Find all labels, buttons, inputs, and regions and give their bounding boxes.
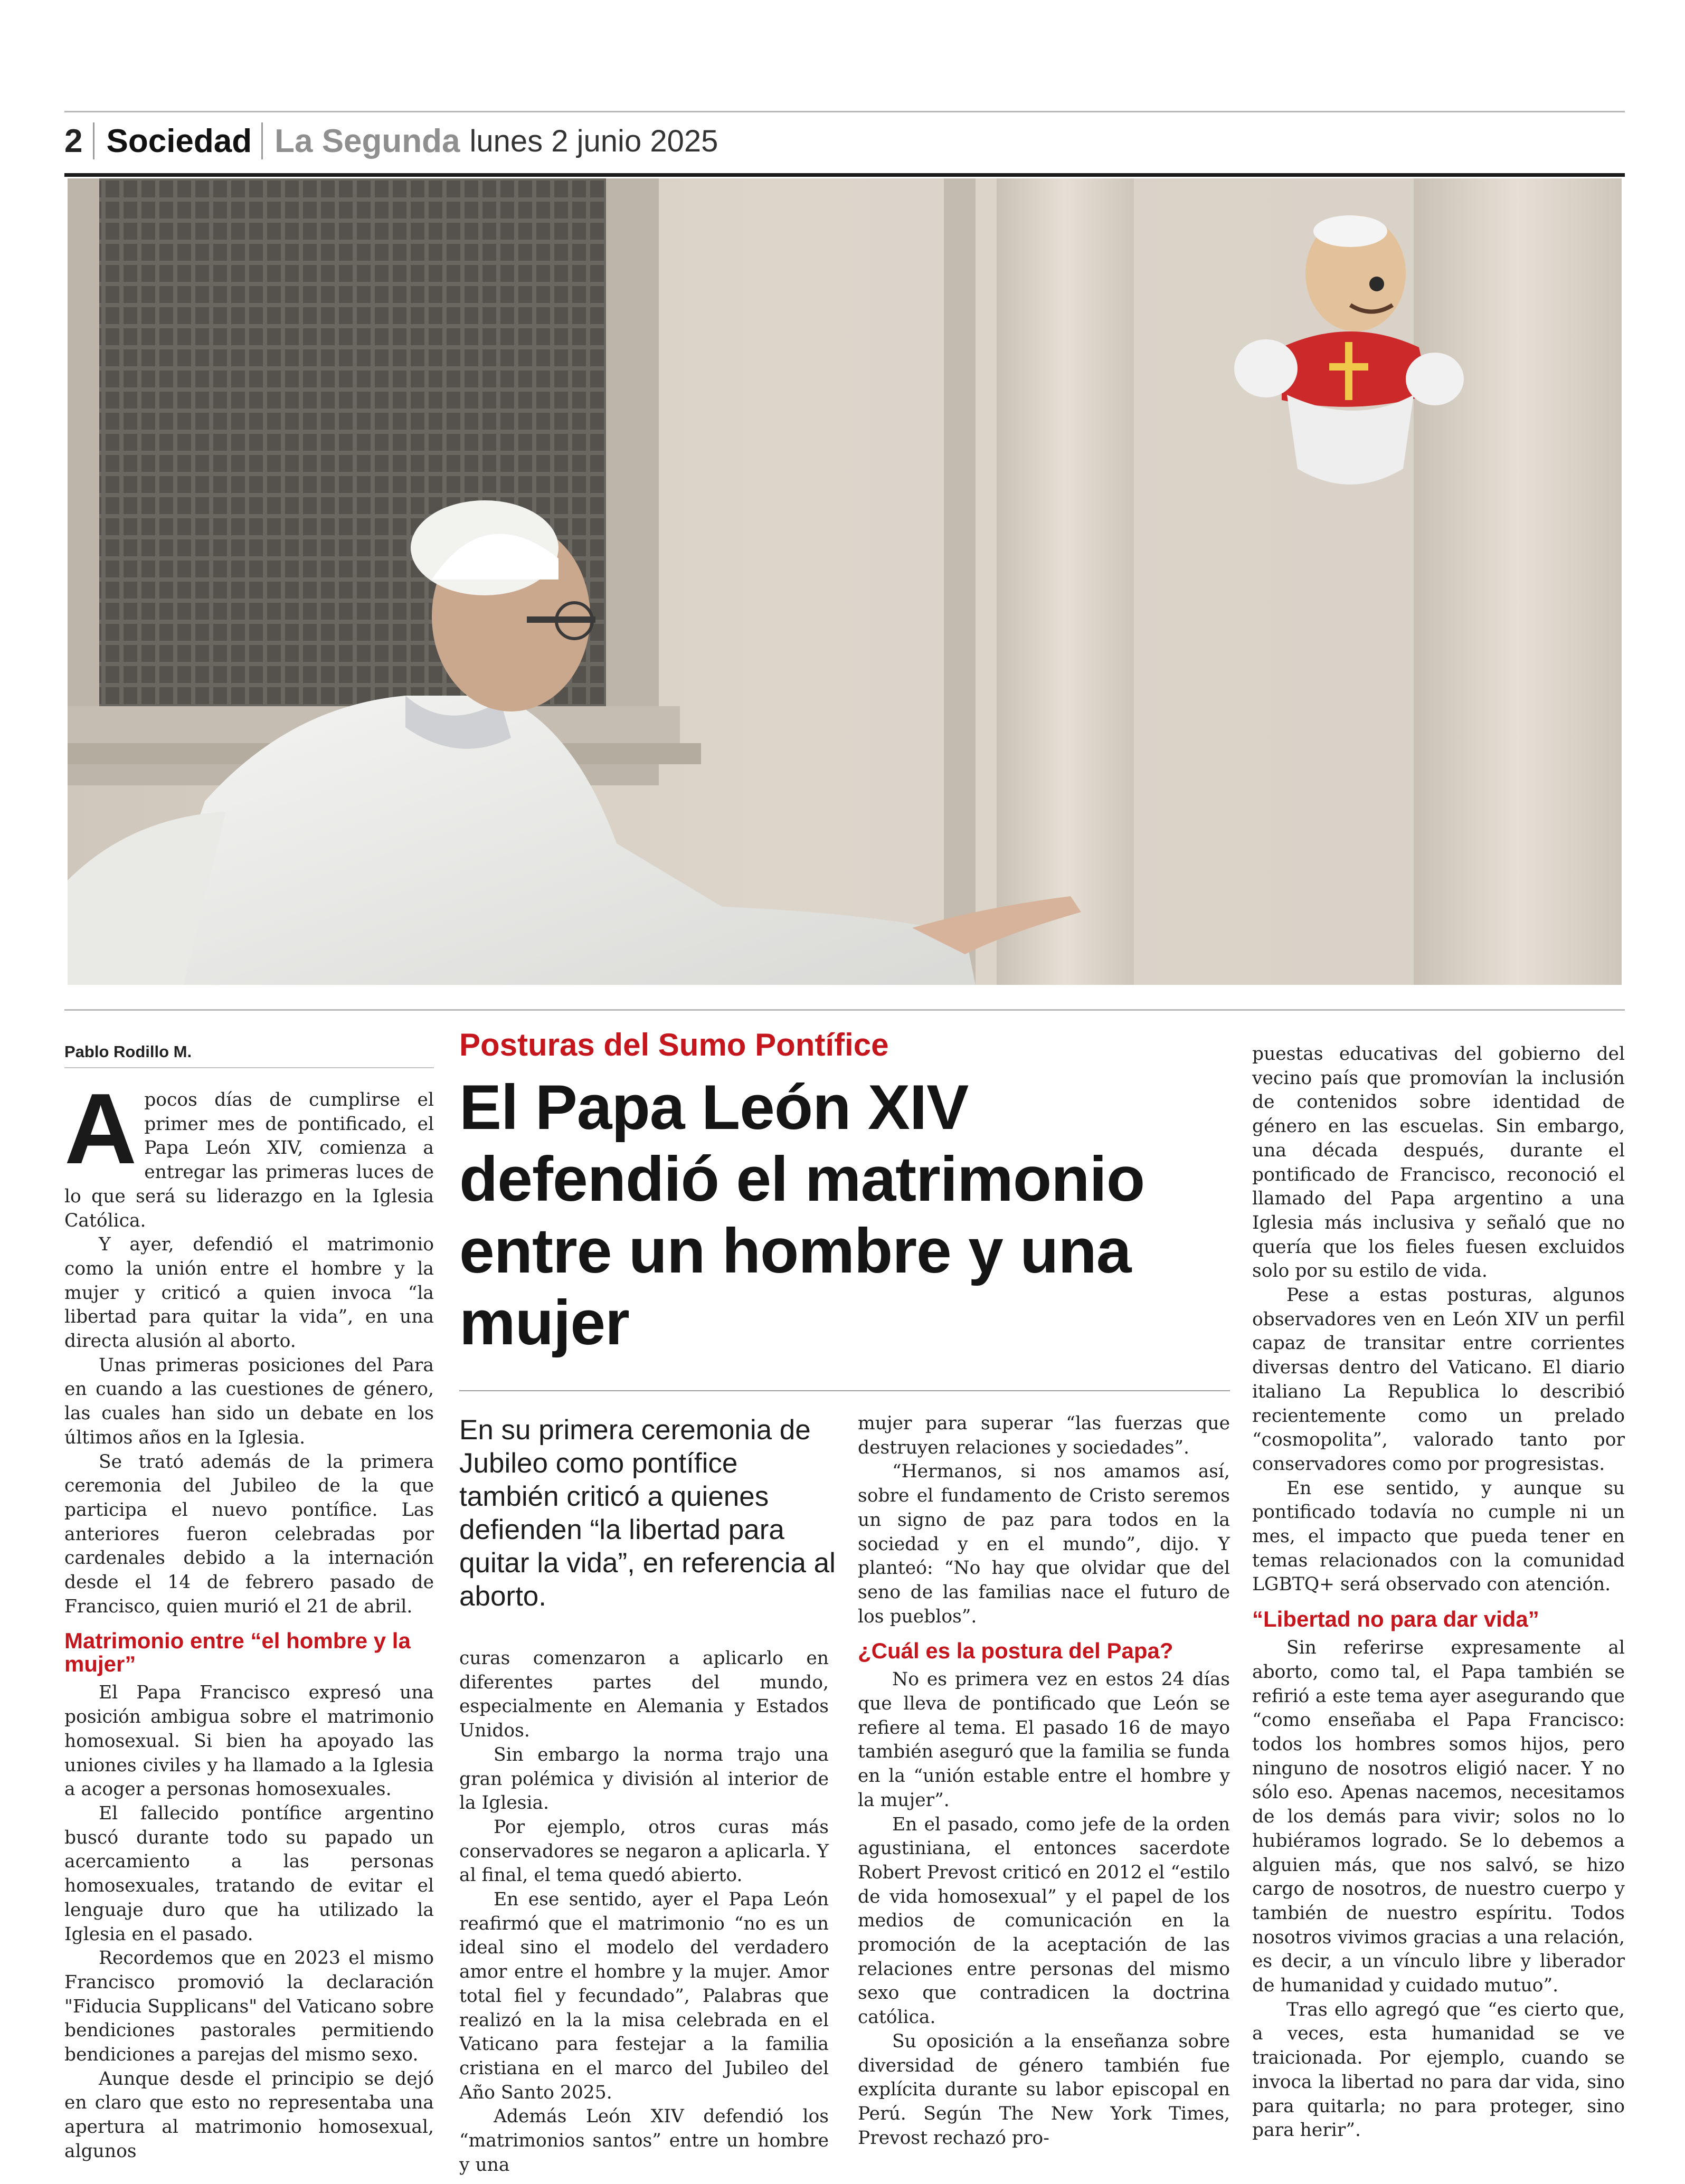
lead-photo <box>68 178 1622 985</box>
article-paragraph: En ese sentido, ayer el Papa León reafirmó que el matrimonio “no es un ideal sino el modelo del verdadero amor entre el hombre y la mujer. Amor total fiel y fecundado”, Palabras que realizó en la la misa celebrada en el Vaticano para festejar a la familia cristiana en el marco del Jubileo del Año Santo 2025. <box>459 1889 829 2103</box>
header-thick-rule <box>64 173 1625 177</box>
section-name: Sociedad <box>106 122 252 159</box>
article-column-2 <box>459 1647 829 2177</box>
masthead <box>64 117 718 165</box>
subheading: “Libertad no para dar vida” <box>1252 1607 1539 1632</box>
article-paragraph: Sin embargo la norma trajo una gran polémica y división al interior de la Iglesia. <box>459 1744 829 1814</box>
page-number: 2 <box>64 122 83 159</box>
drop-cap: A <box>64 1073 137 1185</box>
article-paragraph: Pese a estas posturas, algunos observadores ven en León XIV un perfil capaz de transitar entre corrientes diversas dentro del Vaticano. El diario italiano La Republica lo describió recientemente como un prelado “cosmopolita”, valorado tanto por conservadores como por progresistas. <box>1252 1285 1625 1475</box>
article-paragraph: Y ayer, defendió el matrimonio como la unión entre el hombre y la mujer y criticó a quien invoca “la libertad para quitar la vida”, en una directa alusión al aborto. <box>64 1234 434 1352</box>
article-paragraph: mujer para superar “las fuerzas que destruyen relaciones y sociedades”. <box>858 1413 1230 1458</box>
article-paragraph: “Hermanos, si nos amamos así, sobre el fundamento de Cristo seremos un signo de paz para todos en la sociedad y en el mundo”, dijo. Y planteó: “No hay que olvidar que del seno de las familias nace el futuro de los pueblos”. <box>858 1461 1230 1627</box>
article-paragraph: Aunque desde el principio se dejó en claro que esto no representaba una apertura al matrimonio homosexual, algunos <box>64 2068 434 2162</box>
article-column-4 <box>1252 1042 1625 2143</box>
article-paragraph: Unas primeras posiciones del Para en cuando a las cuestiones de género, las cuales han sido un debate en los últimos años en la Iglesia. <box>64 1354 434 1448</box>
masthead-separator <box>261 122 263 159</box>
article-paragraph: Por ejemplo, otros curas más conservadores se negaron a aplicarla. Y al final, el tema quedó abierto. <box>459 1816 829 1886</box>
article-paragraph: Recordemos que en 2023 el mismo Francisco promovió la declaración "Fiducia Supplicans" del Vaticano sobre bendiciones pastorales permitiendo bendiciones a parejas del mismo sexo. <box>64 1948 434 2066</box>
article-paragraph: No es primera vez en estos 24 días que lleva de pontificado que León se refiere al tema. El pasado 16 de mayo también aseguró que la familia se funda en la “unión estable entre el hombre y la mujer”. <box>858 1669 1230 1811</box>
article-paragraph: En el pasado, como jefe de la orden agustiniana, el entonces sacerdote Robert Prevost criticó en 2012 el “estilo de vida homosexual” y el papel de los medios de comunicación en la promoción de la aceptación de las relaciones entre personas del mismo sexo que contradicen la doctrina católica. <box>858 1813 1230 2028</box>
article-column-3 <box>858 1412 1230 2150</box>
subheading: Matrimonio entre “el hombre y la mujer” <box>64 1628 411 1677</box>
header-top-rule <box>64 111 1625 112</box>
byline-rule <box>64 1067 434 1068</box>
article-paragraph: El Papa Francisco expresó una posición ambigua sobre el matrimonio homosexual. Si bien ha apoyado las uniones civiles y ha llamado a la Iglesia a acoger a personas homosexuales. <box>64 1682 434 1800</box>
photo-bottom-rule <box>64 1009 1625 1011</box>
byline: Pablo Rodillo M. <box>64 1042 192 1061</box>
headline-rule <box>459 1390 1230 1391</box>
deck: En su primera ceremonia de Jubileo como pontífice también criticó a quienes defienden “la libertad para quitar la vida”, en referencia al aborto. <box>459 1414 836 1612</box>
headline: El Papa León XIV defendió el matrimonio entre un hombre y una mujer <box>459 1072 1145 1358</box>
article-paragraph: Tras ello agregó que “es cierto que, a veces, esta humanidad se ve traicionada. Por ejemplo, cuando se invoca la libertad no para dar vida, sino para quitarla; no para proteger, sino para herir”. <box>1252 1999 1625 2141</box>
kicker: Posturas del Sumo Pontífice <box>459 1027 889 1062</box>
article-paragraph: Además León XIV defendió los “matrimonios santos” entre un hombre y una <box>459 2106 829 2176</box>
article-paragraph: Sin referirse expresamente al aborto, como tal, el Papa también se refirió a este tema ayer asegurando que “como enseñaba el Papa Francisco: todos los hombres somos hijos, pero ninguno de nosotros eligió nacer. Y no sólo eso. Apenas nacemos, necesitamos de los demás para vivir; solos no lo hubiéramos logrado. Se lo debemos a alguien más, que nos salvó, se hizo cargo de nosotros, de nuestro cuerpo y también de nuestro espíritu. Todos nosotros vivimos gracias a una relación, es decir, a un vínculo libre y liberador de humanidad y cuidado mutuo”. <box>1252 1637 1625 1997</box>
article-paragraph: Se trató además de la primera ceremonia del Jubileo de la que participa el nuevo pontífice. Las anteriores fueron celebradas por cardenales debido a la internación desde el 14 de febrero pasado de Francisco, quien murió el 21 de abril. <box>64 1451 434 1617</box>
paragraph-text: pocos días de cumplirse el primer mes de pontificado, el Papa León XIV, comienza a entregar las primeras luces de lo que será su liderazgo en la Iglesia Católica. <box>64 1089 434 1231</box>
issue-date: lunes 2 junio 2025 <box>469 124 718 158</box>
article-column-1 <box>64 1073 434 2164</box>
newspaper-name: La Segunda <box>274 122 460 159</box>
article-paragraph: curas comenzaron a aplicarlo en diferentes partes del mundo, especialmente en Alemania y Estados Unidos. <box>459 1648 829 1742</box>
article-paragraph: Su oposición a la enseñanza sobre diversidad de género también fue explícita durante su labor episcopal en Perú. Según The New York Times, Prevost rechazó pro- <box>858 2030 1230 2149</box>
article-paragraph: En ese sentido, y aunque su pontificado todavía no cumple ni un mes, el impacto que pueda tener en temas relacionados con la comunidad LGBTQ+ será observado con atención. <box>1252 1477 1625 1596</box>
article-paragraph: puestas educativas del gobierno del vecino país que promovían la inclusión de contenidos sobre identidad de género en las escuelas. Sin embargo, una década después, durante el pontificado de Francisco, reconoció el llamado del Papa argentino a una Iglesia más inclusiva y señaló que no quería que los fieles fuesen excluidos solo por su estilo de vida. <box>1252 1043 1625 1282</box>
article-paragraph: El fallecido pontífice argentino buscó durante todo su papado un acercamiento a las personas homosexuales, tratando de evitar el lenguaje duro que ha utilizado la Iglesia en el pasado. <box>64 1802 434 1945</box>
article-paragraph <box>64 1073 434 1233</box>
masthead-separator <box>93 122 94 159</box>
subheading: ¿Cuál es la postura del Papa? <box>858 1638 1173 1664</box>
